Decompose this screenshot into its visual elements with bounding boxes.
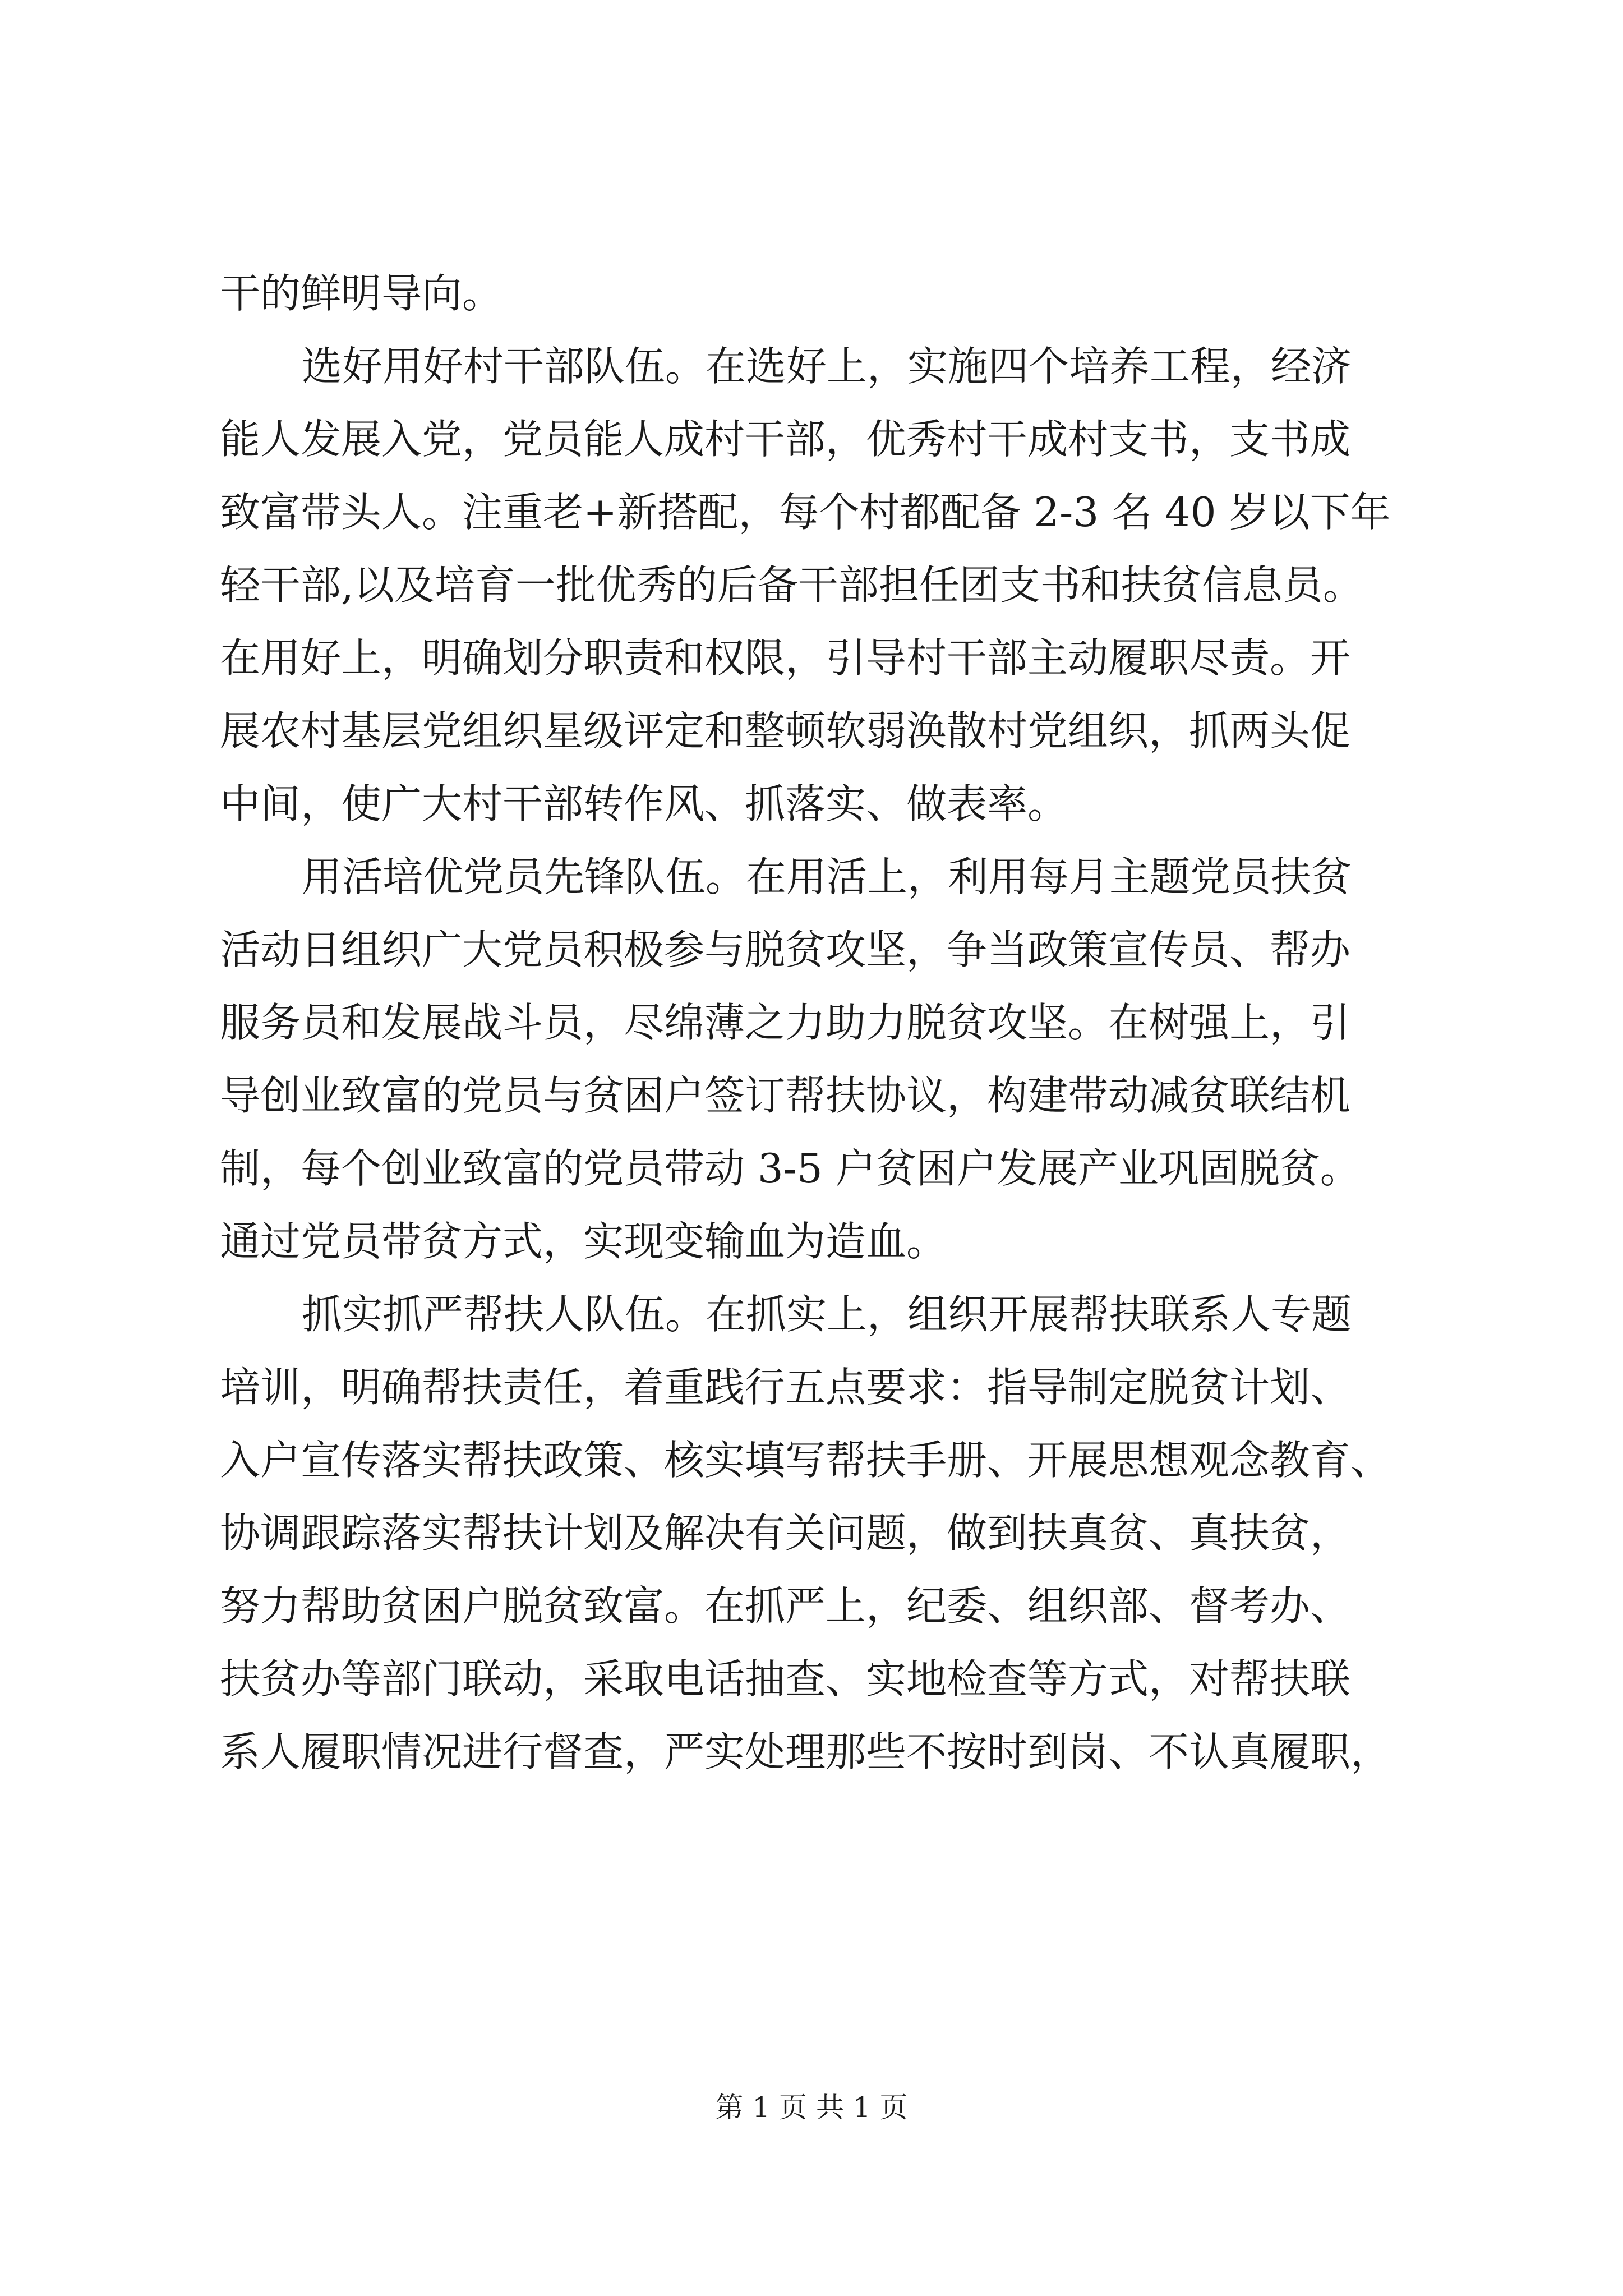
text-line: 能人发展入党，党员能人成村干部，优秀村干成村支书，支书成 — [220, 416, 1351, 463]
text-line: 活动日组织广大党员积极参与脱贫攻坚，争当政策宣传员、帮办 — [220, 926, 1351, 973]
text-line: 选好用好村干部队伍。在选好上，实施四个培养工程，经济 — [302, 343, 1352, 390]
text-line: 通过党员带贫方式，实现变输血为造血。 — [220, 1218, 947, 1265]
text-line: 干的鲜明导向。 — [220, 270, 503, 317]
page-number-footer: 第 1 页 共 1 页 — [715, 2091, 908, 2124]
text-line: 展农村基层党组织星级评定和整顿软弱涣散村党组织，抓两头促 — [220, 707, 1351, 754]
text-line: 系人履职情况进行督查，严实处理那些不按时到岗、不认真履职， — [220, 1728, 1391, 1775]
text-line: 用活培优党员先锋队伍。在用活上，利用每月主题党员扶贫 — [302, 853, 1352, 900]
text-line: 努力帮助贫困户脱贫致富。在抓严上，纪委、组织部、督考办、 — [220, 1582, 1351, 1630]
document-body — [220, 257, 1420, 1788]
text-line: 制，每个创业致富的党员带动 3-5 户贫困户发展产业巩固脱贫。 — [220, 1145, 1361, 1192]
text-line: 入户宣传落实帮扶政策、核实填写帮扶手册、开展思想观念教育、 — [220, 1437, 1391, 1484]
text-line: 轻干部,以及培育一批优秀的后备干部担任团支书和扶贫信息员。 — [220, 562, 1363, 609]
text-line: 中间，使广大村干部转作风、抓落实、做表率。 — [220, 780, 1068, 827]
text-line: 致富带头人。注重老+新搭配，每个村都配备 2-3 名 40 岁以下年 — [220, 489, 1391, 536]
text-line: 服务员和发展战斗员，尽绵薄之力助力脱贫攻坚。在树强上，引 — [220, 999, 1351, 1046]
text-line: 培训，明确帮扶责任，着重践行五点要求：指导制定脱贫计划、 — [220, 1364, 1351, 1411]
text-line: 在用好上，明确划分职责和权限，引导村干部主动履职尽责。开 — [220, 634, 1351, 682]
text-line: 导创业致富的党员与贫困户签订帮扶协议，构建带动减贫联结机 — [220, 1072, 1351, 1119]
text-line: 协调跟踪落实帮扶计划及解决有关问题，做到扶真贫、真扶贫， — [220, 1510, 1351, 1557]
text-line: 扶贫办等部门联动，采取电话抽查、实地检查等方式，对帮扶联 — [220, 1655, 1351, 1703]
text-line: 抓实抓严帮扶人队伍。在抓实上，组织开展帮扶联系人专题 — [302, 1291, 1352, 1338]
